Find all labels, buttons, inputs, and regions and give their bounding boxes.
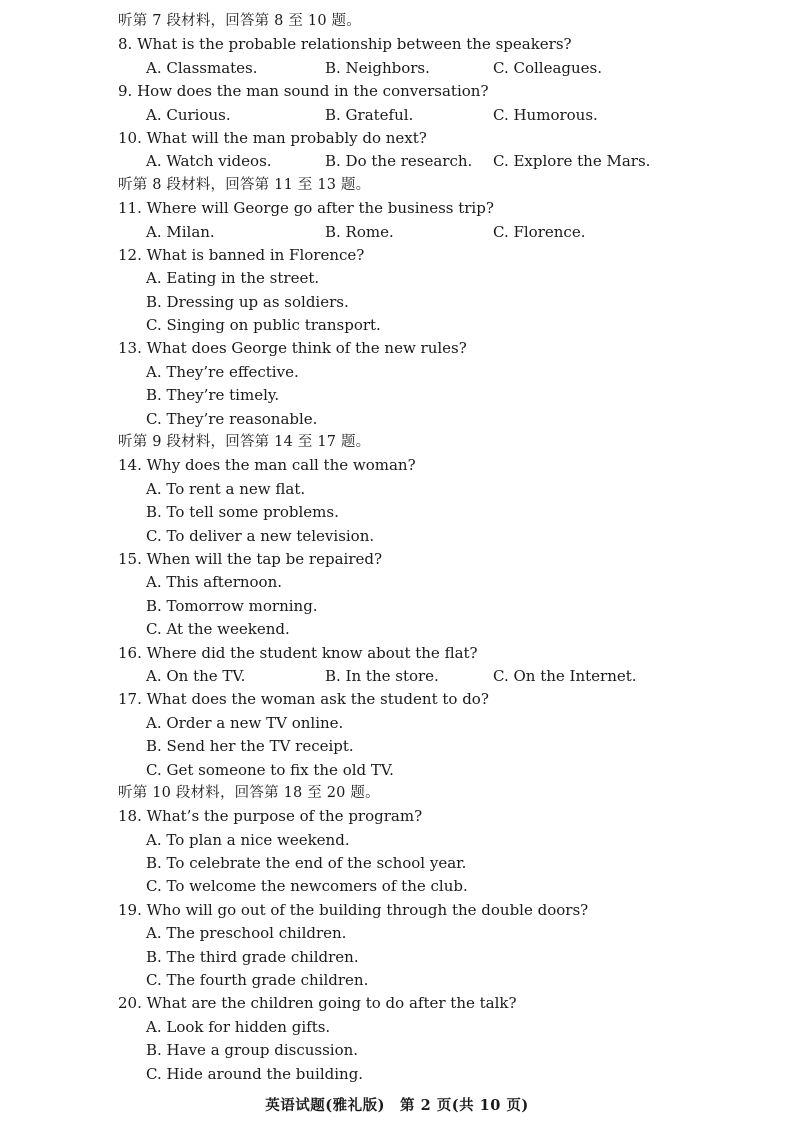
question-stem: 19. Who will go out of the building through the double doors? (118, 900, 589, 919)
question-stem: 18. What’s the purpose of the program? (118, 807, 423, 826)
answer-option: B. Have a group discussion. (146, 1041, 359, 1060)
answer-option: A. To rent a new flat. (146, 479, 306, 498)
answer-option: B. The third grade children. (146, 947, 359, 966)
answer-option: B. To celebrate the end of the school year. (146, 854, 467, 873)
answer-option: B. To tell some problems. (146, 503, 339, 522)
answer-option: A. Look for hidden gifts. (146, 1017, 331, 1036)
options-row (118, 221, 758, 244)
answer-option: A. Order a new TV online. (146, 713, 344, 732)
page-footer: 英语试题(雅礼版) 第 2 页(共 10 页) (265, 1097, 529, 1114)
answer-option: A. Milan. (146, 222, 215, 241)
answer-option: A. Classmates. (146, 58, 258, 77)
options-row (118, 665, 758, 688)
exam-page-content (118, 10, 758, 1086)
answer-option: C. At the weekend. (146, 620, 290, 639)
answer-option: C. Singing on public transport. (146, 316, 381, 335)
section-heading: 听第 8 段材料，回答第 11 至 13 题。 (118, 176, 371, 193)
answer-option: C. Humorous. (493, 105, 598, 124)
answer-option: A. On the TV. (146, 666, 246, 685)
options-row (118, 104, 758, 127)
answer-option: A. Watch videos. (146, 152, 272, 171)
answer-option: C. On the Internet. (493, 666, 637, 685)
answer-option: C. Get someone to fix the old TV. (146, 760, 394, 779)
section-heading: 听第 10 段材料，回答第 18 至 20 题。 (118, 784, 380, 801)
section-heading: 听第 7 段材料，回答第 8 至 10 题。 (118, 13, 361, 29)
question-stem: 11. Where will George go after the business trip? (118, 199, 494, 218)
question-stem: 17. What does the woman ask the student to do? (118, 690, 489, 709)
answer-option: B. Grateful. (325, 105, 414, 124)
answer-option: C. Florence. (493, 222, 586, 241)
answer-option: A. The preschool children. (146, 924, 347, 943)
answer-option: B. They’re timely. (146, 386, 280, 405)
answer-option: B. Neighbors. (325, 58, 430, 77)
question-stem: 8. What is the probable relationship between the speakers? (118, 35, 572, 54)
options-row (118, 150, 758, 173)
answer-option: B. Tomorrow morning. (146, 596, 318, 615)
question-stem: 12. What is banned in Florence? (118, 245, 365, 264)
answer-option: B. Send her the TV receipt. (146, 737, 354, 756)
answer-option: C. Explore the Mars. (493, 152, 651, 171)
answer-option: A. This afternoon. (146, 573, 283, 592)
question-stem: 13. What does George think of the new rules? (118, 339, 467, 358)
question-stem: 10. What will the man probably do next? (118, 128, 427, 147)
answer-option: C. The fourth grade children. (146, 971, 369, 990)
answer-option: B. In the store. (325, 666, 439, 685)
answer-option: C. To deliver a new television. (146, 526, 375, 545)
question-stem: 20. What are the children going to do after the talk? (118, 994, 517, 1013)
answer-option: B. Dressing up as soldiers. (146, 292, 349, 311)
options-row (118, 57, 758, 80)
answer-option: C. To welcome the newcomers of the club. (146, 877, 468, 896)
question-stem: 16. Where did the student know about the flat? (118, 643, 478, 662)
answer-option: A. Eating in the street. (146, 269, 320, 288)
question-stem: 9. How does the man sound in the conversation? (118, 82, 489, 101)
answer-option: C. Colleagues. (493, 58, 603, 77)
answer-option: A. Curious. (146, 105, 231, 124)
section-heading: 听第 9 段材料，回答第 14 至 17 题。 (118, 434, 371, 451)
answer-option: B. Rome. (325, 222, 394, 241)
answer-option: A. They’re effective. (146, 362, 299, 381)
question-stem: 15. When will the tap be repaired? (118, 549, 383, 568)
answer-option: A. To plan a nice weekend. (146, 830, 350, 849)
question-stem: 14. Why does the man call the woman? (118, 456, 416, 475)
answer-option: B. Do the research. (325, 152, 473, 171)
answer-option: C. They’re reasonable. (146, 409, 318, 428)
answer-option: C. Hide around the building. (146, 1064, 364, 1083)
